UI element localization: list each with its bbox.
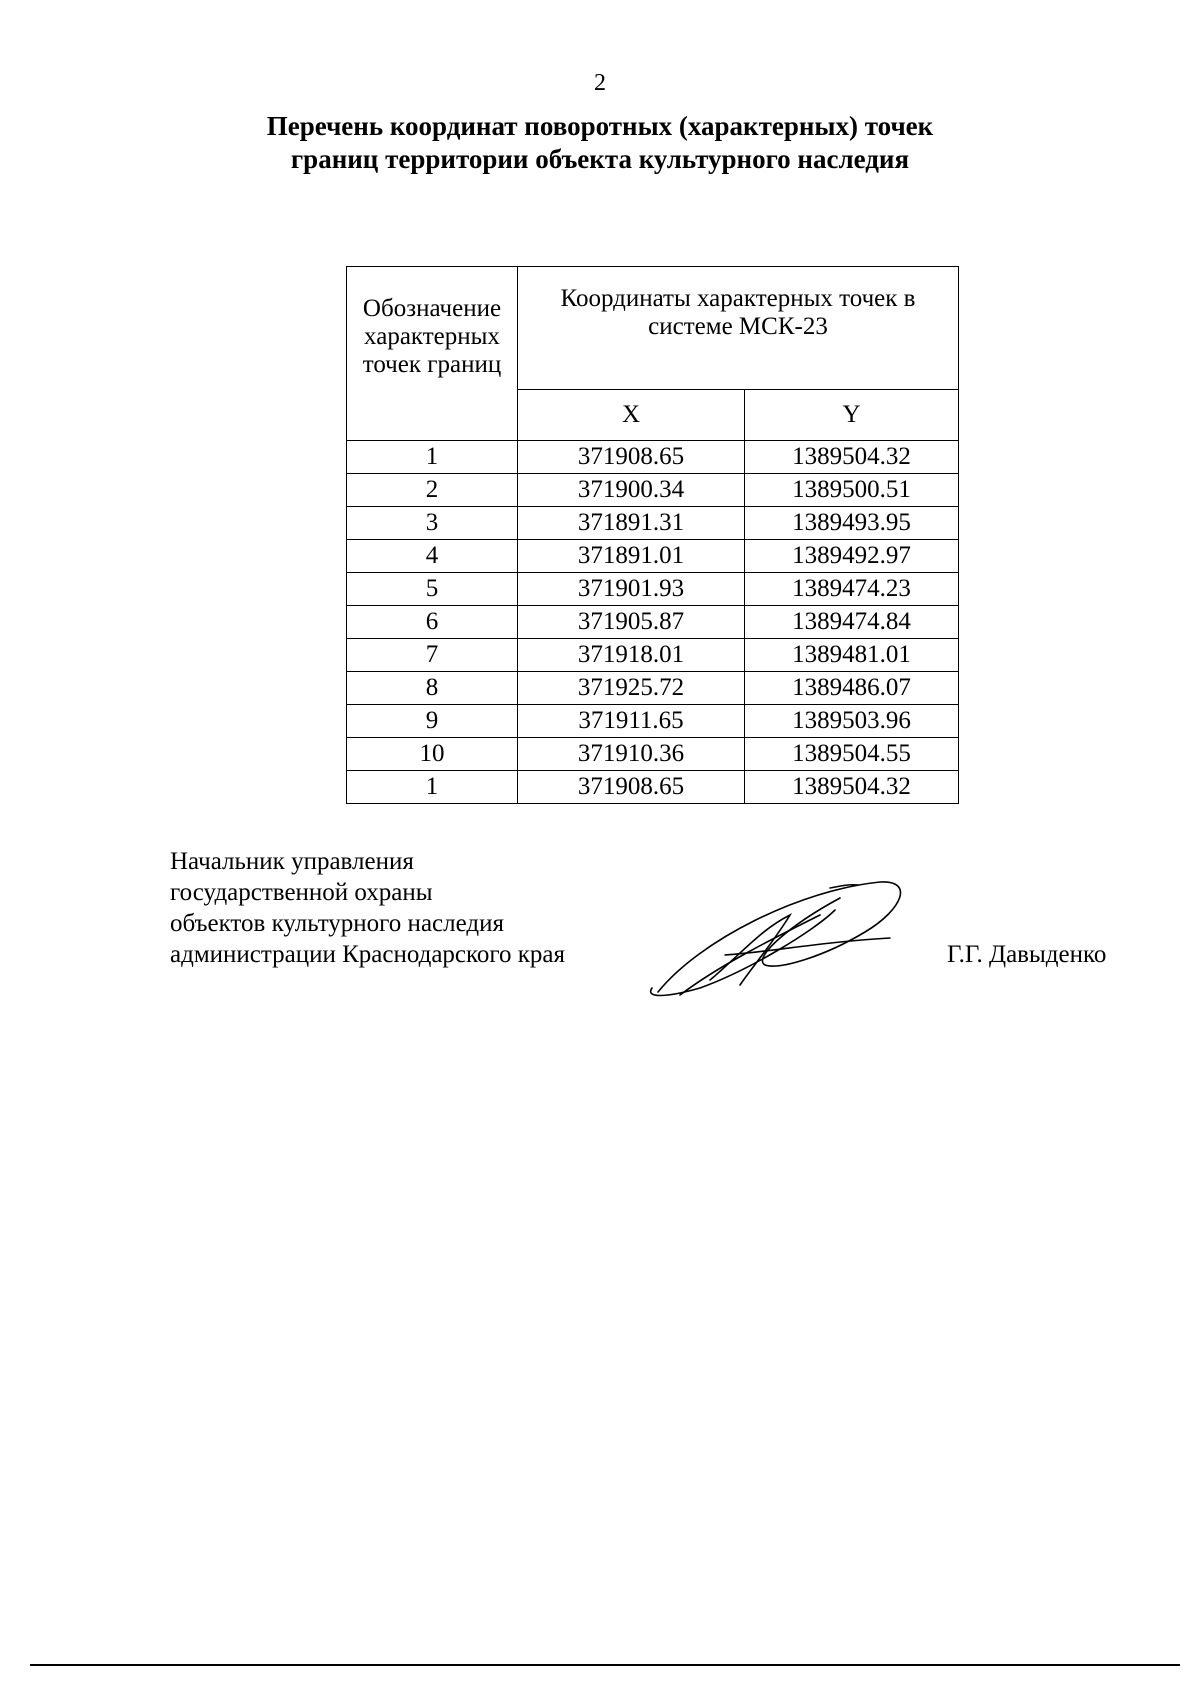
signer-position-line: Начальник управления [170,848,414,875]
cell-point: 5 [347,573,518,606]
cell-y: 1389474.23 [745,573,959,606]
cell-point: 4 [347,540,518,573]
cell-y: 1389492.97 [745,540,959,573]
document-title-line-2: границ территории объекта культурного наследия [290,144,910,174]
table-row [347,540,959,573]
cell-x: 371908.65 [518,771,745,804]
signer-position-line: администрации Краснодарского края [170,941,566,968]
cell-point: 3 [347,507,518,540]
cell-x: 371900.34 [518,474,745,507]
cell-point: 8 [347,672,518,705]
table-row [347,705,959,738]
cell-y: 1389504.55 [745,738,959,771]
signer-position [170,846,565,970]
table-row [347,771,959,804]
cell-x: 371891.31 [518,507,745,540]
cell-y: 1389481.01 [745,639,959,672]
cell-x: 371901.93 [518,573,745,606]
header-point-designation: Обозначение характерных точек границ [347,267,518,441]
cell-y: 1389493.95 [745,507,959,540]
table-row [347,573,959,606]
cell-point: 9 [347,705,518,738]
cell-y: 1389474.84 [745,606,959,639]
cell-x: 371891.01 [518,540,745,573]
table-row [347,672,959,705]
cell-x: 371918.01 [518,639,745,672]
cell-point: 1 [347,441,518,474]
cell-y: 1389500.51 [745,474,959,507]
header-x: X [518,389,745,440]
header-y: Y [745,389,959,440]
table-row [347,441,959,474]
table-row [347,606,959,639]
cell-point: 7 [347,639,518,672]
cell-x: 371911.65 [518,705,745,738]
table-body [347,441,959,804]
signer-name: Г.Г. Давыденко [947,941,1107,968]
cell-point: 2 [347,474,518,507]
cell-y: 1389503.96 [745,705,959,738]
cell-x: 371910.36 [518,738,745,771]
coordinates-table [346,266,959,804]
header-coordinates-group: Координаты характерных точек в системе МСК-23 [518,267,959,390]
cell-x: 371925.72 [518,672,745,705]
cell-y: 1389504.32 [745,771,959,804]
cell-y: 1389486.07 [745,672,959,705]
document-title-line-1: Перечень координат поворотных (характерных) точек [266,111,934,141]
signer-position-line: государственной охраны [170,879,433,906]
page-number: 2 [594,70,606,96]
table-row [347,507,959,540]
cell-point: 1 [347,771,518,804]
handwritten-signature [640,870,910,1010]
cell-point: 10 [347,738,518,771]
cell-point: 6 [347,606,518,639]
signer-position-line: объектов культурного наследия [170,910,504,937]
table-row [347,639,959,672]
table-header-row [347,267,959,390]
table-row [347,474,959,507]
cell-x: 371908.65 [518,441,745,474]
cell-x: 371905.87 [518,606,745,639]
cell-y: 1389504.32 [745,441,959,474]
table-row [347,738,959,771]
document-title [0,110,1200,176]
bottom-divider [30,1664,1180,1666]
